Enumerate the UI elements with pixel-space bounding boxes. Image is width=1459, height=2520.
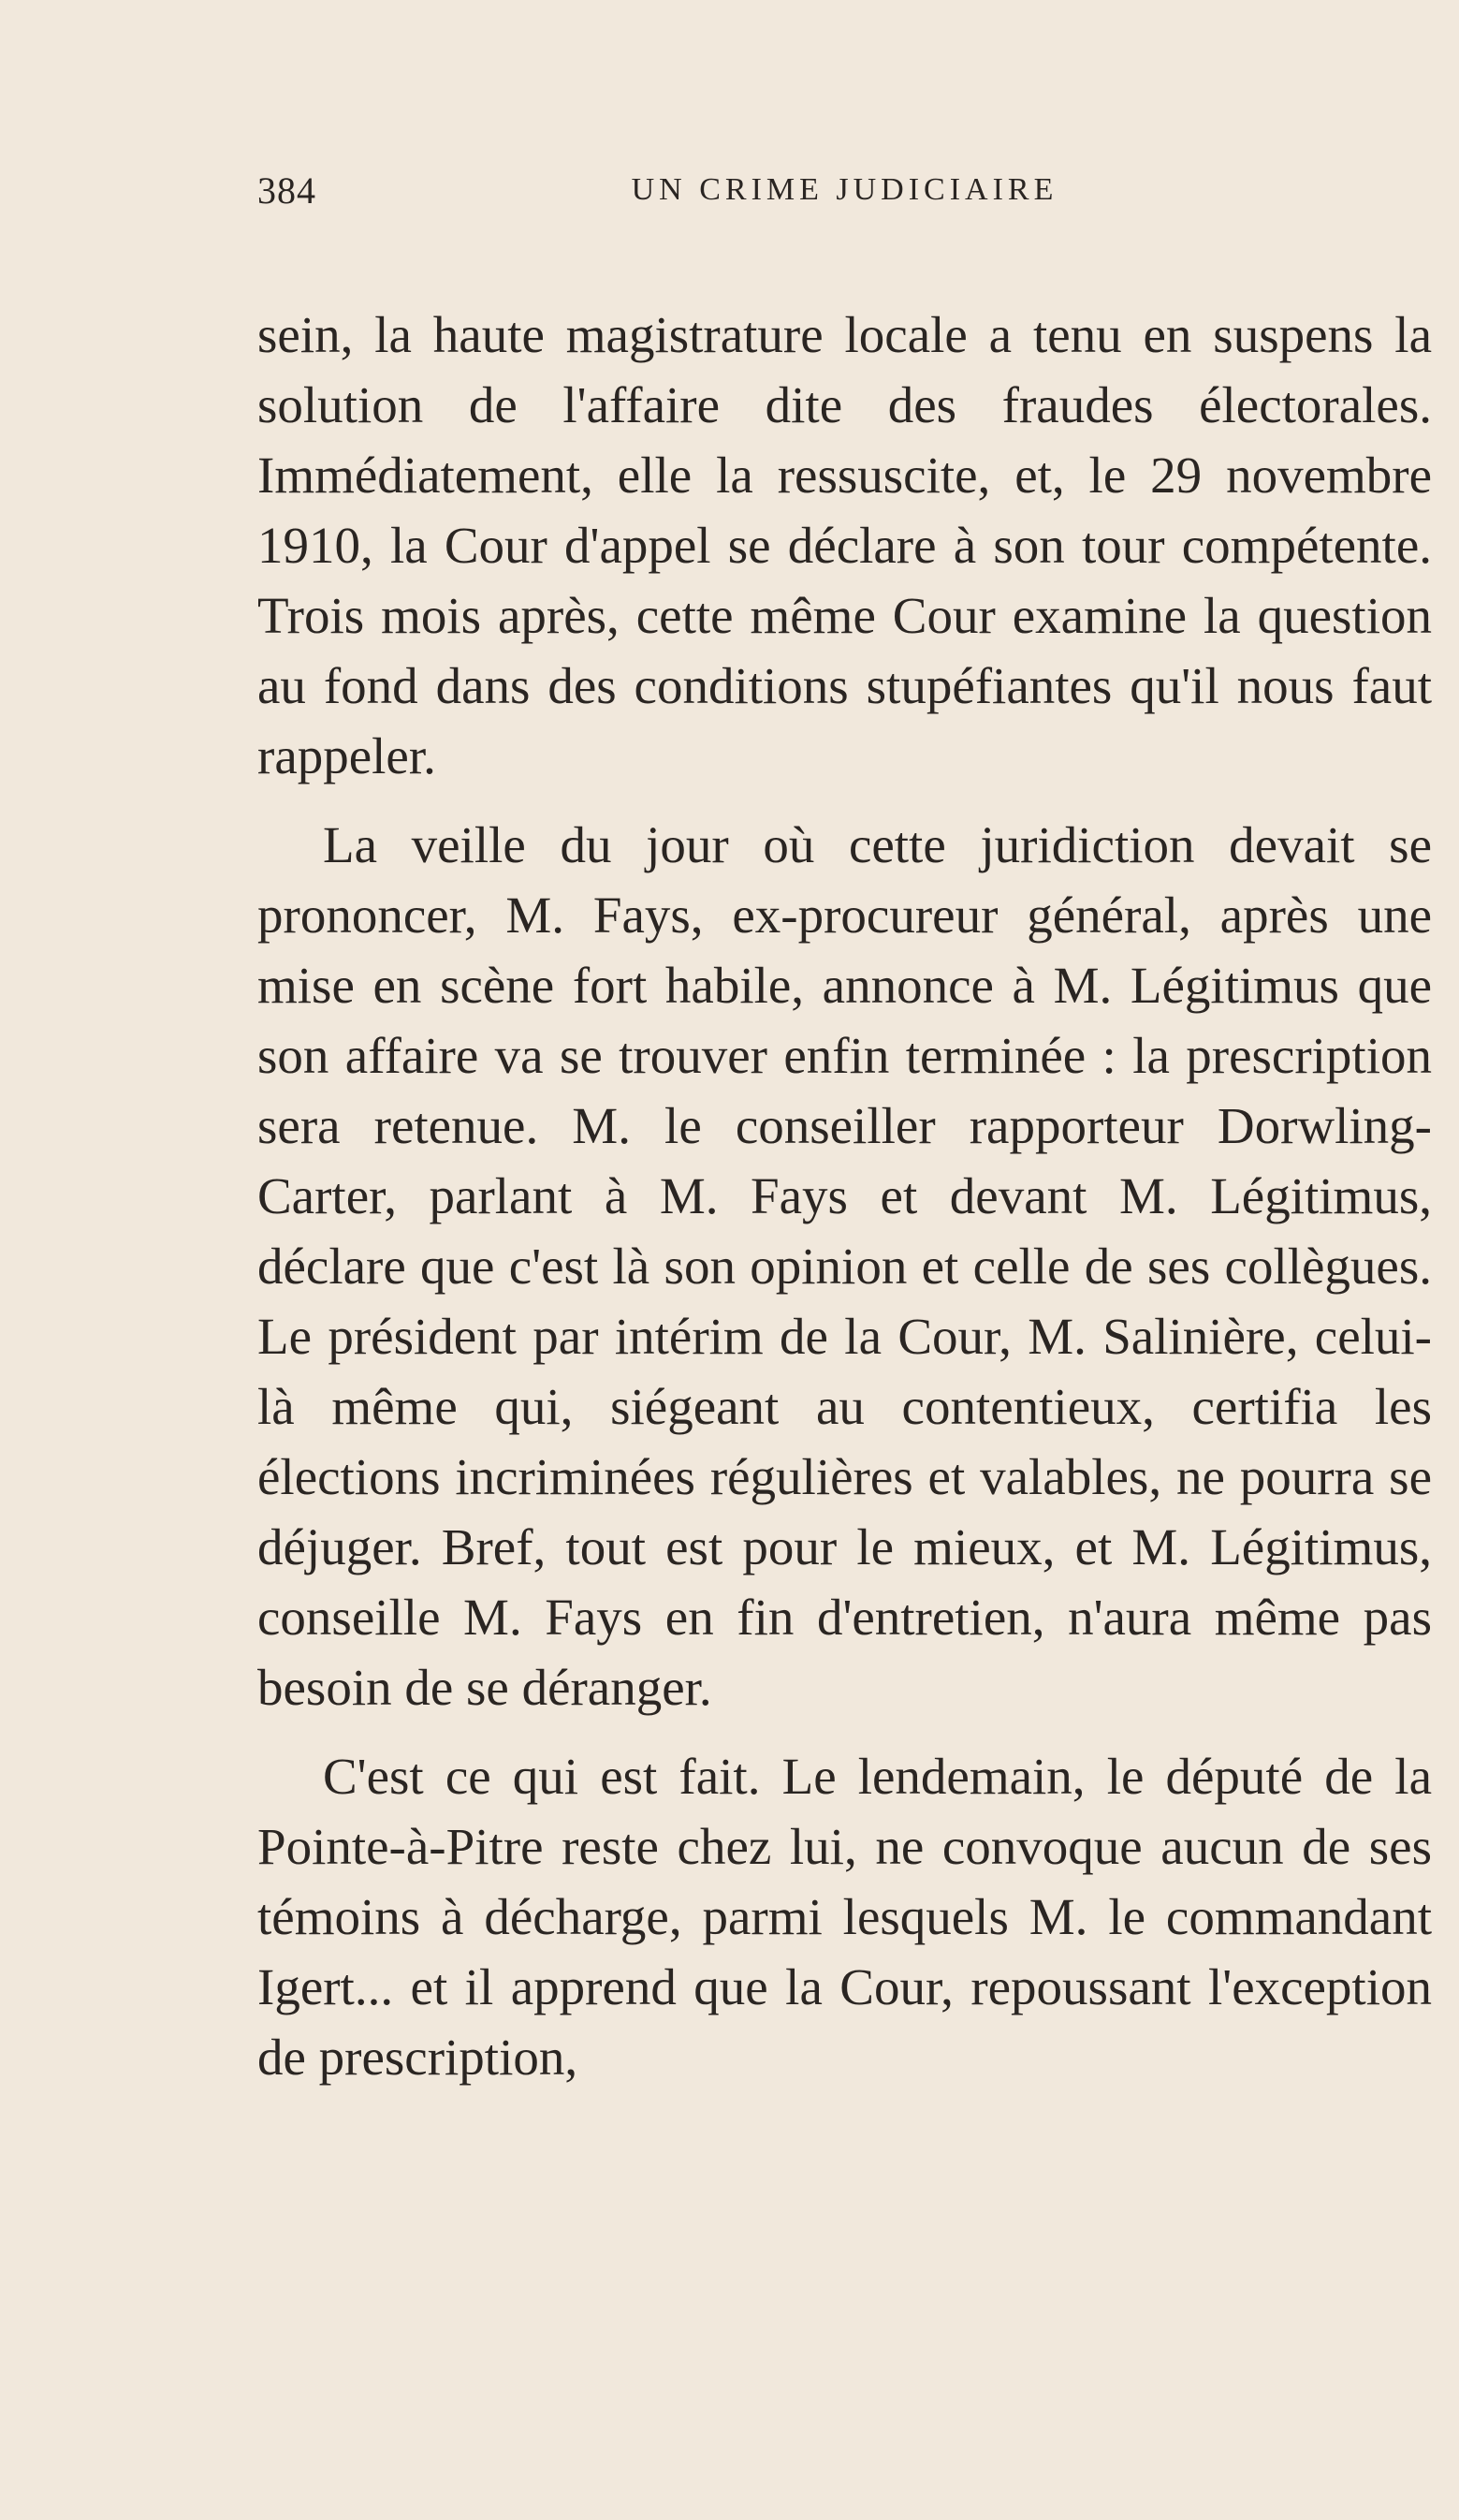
running-title: UN CRIME JUDICIAIRE: [631, 172, 1058, 207]
body-text: [257, 300, 1432, 2092]
page-number: 384: [257, 169, 316, 212]
paragraph-3: C'est ce qui est fait. Le lendemain, le député de la Pointe-à-Pitre reste chez lui, ne convoque aucun de ses témoins à décharge, parmi lesquels M. le commandant Igert... et il apprend que la Cour, repoussant l'exception de prescription,: [257, 1748, 1432, 2086]
running-header: [257, 168, 1432, 225]
paragraph-1: sein, la haute magistrature locale a tenu en suspens la solution de l'affaire dite des fraudes électorales. Immédiatement, elle la ressuscite, et, le 29 novembre 1910, la Cour d'appel se déclare à son tour compétente. Trois mois après, cette même Cour examine la question au fond dans des conditions stupéfiantes qu'il nous faut rappeler.: [257, 306, 1432, 784]
paragraph-2: La veille du jour où cette juridiction devait se prononcer, M. Fays, ex-procureur général, après une mise en scène fort habile, annonce à M. Légitimus que son affaire va se trouver enfin terminée : la prescription sera retenue. M. le conseiller rapporteur Dorwling-Carter, parlant à M. Fays et devant M. Légitimus, déclare que c'est là son opinion et celle de ses collègues. Le président par intérim de la Cour, M. Salinière, celui-là même qui, siégeant au contentieux, certifia les élections incriminées régulières et valables, ne pourra se déjuger. Bref, tout est pour le mieux, et M. Légitimus, conseille M. Fays en fin d'entretien, n'aura même pas besoin de se déranger.: [257, 816, 1432, 1716]
